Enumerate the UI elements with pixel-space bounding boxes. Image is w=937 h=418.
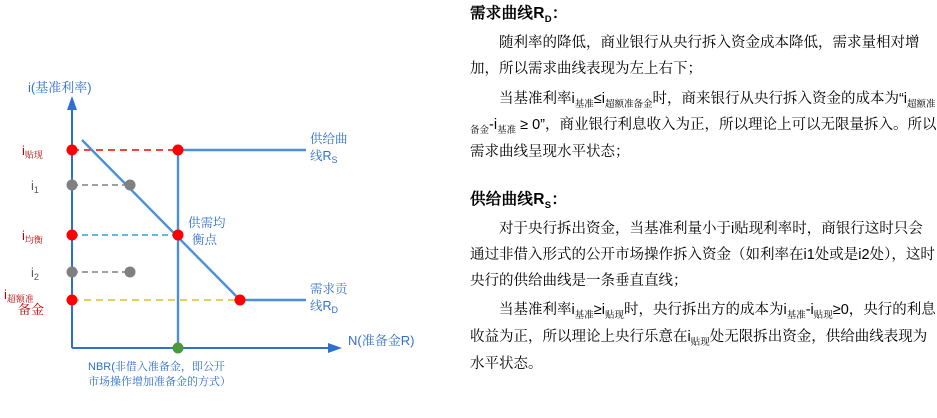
sp2-e-sub: 贴现 xyxy=(690,337,710,349)
y-axis-arrow xyxy=(67,96,77,110)
sp2-d: -i xyxy=(805,302,814,319)
tick-label-i-discount: $i_{贴现}$ xyxy=(22,143,43,160)
dp2-c-sub: 超额准备金 xyxy=(470,98,936,137)
equilibrium-label-line2: 衡点 xyxy=(192,233,218,247)
nbr-note-line2: 市场操作增加准备金的方式） xyxy=(88,376,231,388)
sp2-a-sub: 基准 xyxy=(574,310,594,322)
nbr-note-line1: NBR(非借入准备金，即公开 xyxy=(88,361,225,373)
sp2-c-sub: 基准 xyxy=(786,310,806,322)
explanation-text-column xyxy=(470,0,937,418)
point-i-discount-axis xyxy=(67,145,78,156)
sp2-e: ≥0，央行的利息收益为正，所以理论上央行乐意在i xyxy=(470,302,936,346)
point-equilibrium xyxy=(173,230,184,241)
demand-paragraph-1: 随利率的降低，商业银行从央行拆入资金成本降低，需求量相对增加，所以需求曲线表现为左上右下； xyxy=(470,35,920,77)
supply-curve-heading xyxy=(470,186,937,215)
x-axis-label: N(准备金R) xyxy=(348,333,415,348)
supply-heading-text: 供给曲线R xyxy=(470,190,545,208)
supply-paragraph-1: 对于央行拆出资金，当基准利量小于i贴现利率时，商银行这时只会通过非借入形式的公开市场操作拆入资金（如利率在i1处或是i2处），这时央行的供给曲线是一条垂直直线； xyxy=(470,220,935,289)
tick-label-i1: $i_1$ xyxy=(31,178,39,195)
demand-paragraph-2 xyxy=(470,87,937,166)
tick-label-i2: $i_2$ xyxy=(31,265,39,282)
sp2-c: 时，央行拆出方的成本为i xyxy=(623,302,787,319)
dp2-b: ≤i xyxy=(593,90,605,107)
supply-paragraph-2 xyxy=(470,298,937,377)
sp2-a: 当基准利率i xyxy=(499,302,575,319)
demand-curve-label: 需求贡 xyxy=(310,282,348,296)
tick-label-i-equilibrium: $i_{均衡}$ xyxy=(22,228,43,245)
point-i1-axis xyxy=(67,180,78,191)
point-i-equilibrium-axis xyxy=(67,230,78,241)
dp2-e: ≥ 0”，商业银行利息收入为正，所以理论上可以无限量拆入。所以需求曲线呈现水平状态； xyxy=(470,117,937,161)
point-i-discount-supply xyxy=(173,145,184,156)
point-i2-axis xyxy=(67,267,78,278)
demand-curve-label-line2: 线$R_D$ xyxy=(310,299,339,315)
dp2-d: -i xyxy=(489,117,498,134)
point-i-excess-axis xyxy=(67,295,78,306)
sp2-b-sub: 贴现 xyxy=(604,310,624,322)
dp2-a: 当基准利率i xyxy=(499,90,575,107)
sp2-f: 处无限拆出资金，供给曲线表现为水平状态。 xyxy=(470,329,928,372)
sp2-b: ≥i xyxy=(593,302,605,319)
dp2-c: 时，商来银行从央行拆入资金的成本为“i xyxy=(652,90,908,107)
demand-heading-text: 需求曲线R xyxy=(470,5,545,22)
point-nbr xyxy=(173,343,184,354)
supply-heading-colon: ： xyxy=(551,190,568,208)
demand-heading-subscript: D xyxy=(544,14,552,26)
y-axis-label: i(基准利率) xyxy=(28,80,92,95)
tick-label-i-excess: $i_{超额准}$ xyxy=(4,287,34,304)
dp2-b-sub: 超额准备金 xyxy=(604,98,653,110)
equilibrium-label: 供需均 xyxy=(188,216,226,230)
demand-curve-heading xyxy=(470,0,937,29)
dp2-a-sub: 基准 xyxy=(574,98,594,110)
supply-curve-label: 供给曲 xyxy=(310,132,348,146)
section-gap xyxy=(470,170,937,186)
supply-heading-subscript: S xyxy=(544,200,552,212)
dp2-d-sub: 基准 xyxy=(497,125,517,137)
point-i1-demand xyxy=(125,180,136,191)
tick-label-i-excess-line2: 备金 xyxy=(18,302,45,317)
sp2-d-sub: 贴现 xyxy=(813,310,833,322)
x-axis-arrow xyxy=(328,343,342,353)
demand-heading-colon: ： xyxy=(551,5,568,22)
point-i2-demand xyxy=(125,267,136,278)
point-demand-kink xyxy=(235,295,246,306)
supply-curve-label-line2: 线$R_S$ xyxy=(310,149,338,165)
